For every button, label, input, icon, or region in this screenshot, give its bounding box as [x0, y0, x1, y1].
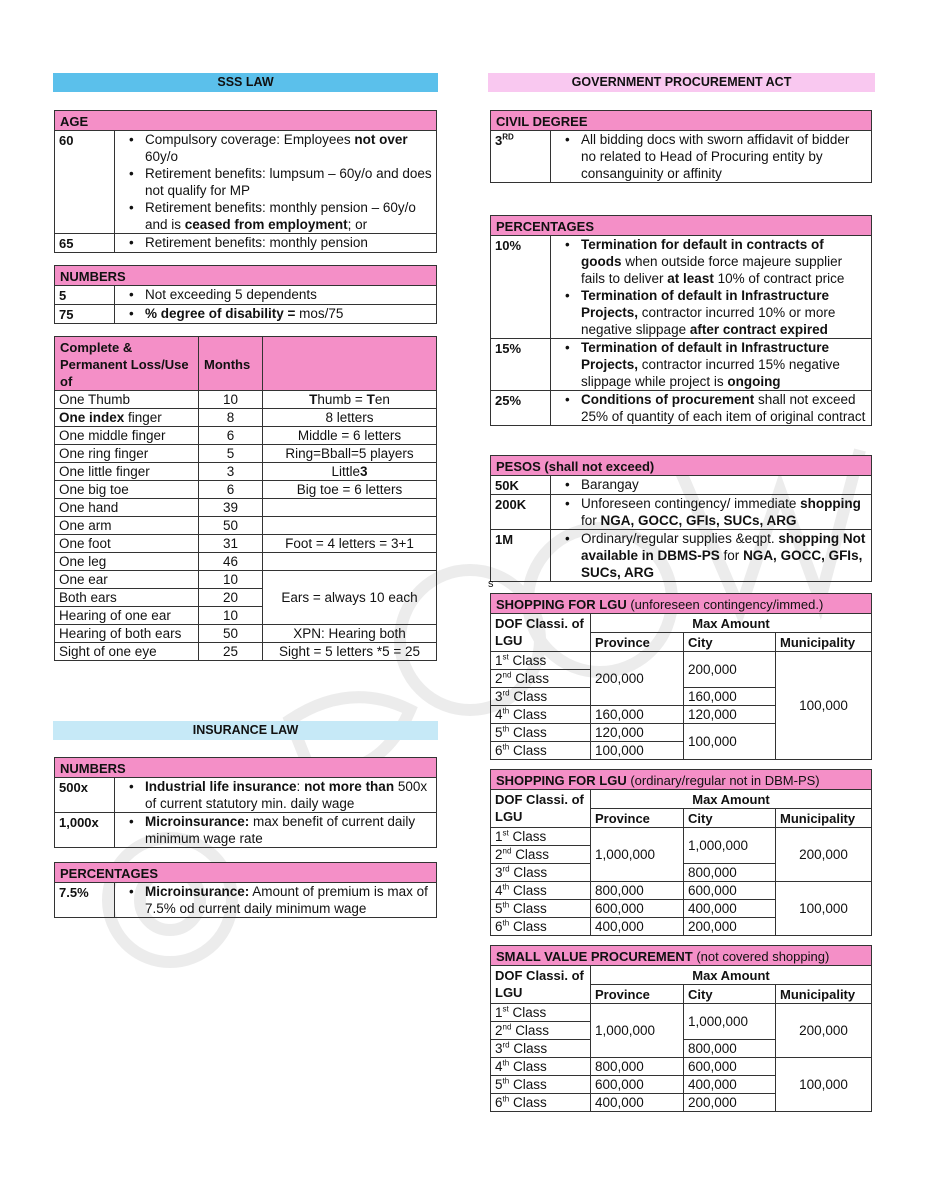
months-value: 25	[199, 643, 263, 661]
class-cell: 5th Class	[491, 1076, 591, 1094]
row-key: 7.5%	[55, 883, 115, 918]
list-item: • Retirement benefits: monthly pension – 60y/o and is ceased from employment; or	[119, 199, 432, 233]
province-value: 100,000	[591, 742, 684, 760]
table-header: CIVIL DEGREE	[491, 111, 872, 131]
list-item: • Industrial life insurance: not more than 500x of current statutory min. daily wage	[119, 778, 432, 812]
months-value: 6	[199, 427, 263, 445]
pesos-table	[490, 455, 872, 582]
row-key: 500x	[55, 778, 115, 813]
body-part: One Thumb	[55, 391, 199, 409]
municipality-header: Municipality	[776, 633, 872, 652]
row-key: 1M	[491, 530, 551, 582]
class-cell: 5th Class	[491, 724, 591, 742]
province-value: 160,000	[591, 706, 684, 724]
months-value: 8	[199, 409, 263, 427]
class-cell: 2nd Class	[491, 670, 591, 688]
province-value: 800,000	[591, 882, 684, 900]
list-item: • Termination for default in contracts of goods when outside force majeure supplier fails to deliver at least 10% of contract price	[555, 236, 867, 287]
table-header: SMALL VALUE PROCUREMENT (not covered shopping)	[491, 946, 872, 966]
class-cell: 2nd Class	[491, 846, 591, 864]
municipality-value: 100,000	[776, 1058, 872, 1112]
city-header: City	[684, 809, 776, 828]
table-row	[55, 625, 437, 643]
max-amount-header: Max Amount	[591, 966, 872, 985]
mnemonic-note	[263, 553, 437, 571]
table-header: PERCENTAGES	[55, 863, 437, 883]
body-part: One little finger	[55, 463, 199, 481]
table-row	[55, 643, 437, 661]
body-part: Sight of one eye	[55, 643, 199, 661]
list-item: • Retirement benefits: monthly pension	[119, 234, 432, 251]
mnemonic-note: 8 letters	[263, 409, 437, 427]
months-value: 5	[199, 445, 263, 463]
body-part: One leg	[55, 553, 199, 571]
months-value: 39	[199, 499, 263, 517]
procurement-percentages-table	[490, 215, 872, 426]
lgu-table	[490, 769, 872, 936]
class-cell: 3rd Class	[491, 1040, 591, 1058]
mnemonic-note	[263, 517, 437, 535]
municipality-value: 100,000	[776, 882, 872, 936]
row-key: 25%	[491, 391, 551, 426]
mnemonic-note: XPN: Hearing both	[263, 625, 437, 643]
province-value: 1,000,000	[591, 1004, 684, 1058]
mnemonic-note: Middle = 6 letters	[263, 427, 437, 445]
class-cell: 4th Class	[491, 706, 591, 724]
months-value: 3	[199, 463, 263, 481]
lgu-table	[490, 593, 872, 760]
table-row	[55, 571, 437, 589]
table-row	[55, 481, 437, 499]
class-cell: 3rd Class	[491, 864, 591, 882]
table-header: PESOS (shall not exceed)	[491, 456, 872, 476]
table-header: NUMBERS	[55, 266, 437, 286]
class-cell: 3rd Class	[491, 688, 591, 706]
list-item: • All bidding docs with sworn affidavit of bidder no related to Head of Procuring entity by consanguinity or affinity	[555, 131, 867, 182]
insurance-numbers-table	[54, 757, 437, 848]
city-value: 200,000	[684, 652, 776, 688]
sss-loss-table	[54, 336, 437, 661]
province-header: Province	[591, 985, 684, 1004]
municipality-header: Municipality	[776, 985, 872, 1004]
city-value: 800,000	[684, 864, 776, 882]
row-key: 5	[55, 286, 115, 305]
list-item: • Termination of default in Infrastructure Projects, contractor incurred 15% negative slippage while project is ongoing	[555, 339, 867, 390]
table-row	[55, 499, 437, 517]
body-part: Both ears	[55, 589, 199, 607]
province-header: Province	[591, 633, 684, 652]
insurance-title: INSURANCE LAW	[53, 721, 438, 740]
city-value: 200,000	[684, 918, 776, 936]
loss-header: Complete & Permanent Loss/Use of	[55, 337, 199, 391]
class-cell: 4th Class	[491, 1058, 591, 1076]
sss-numbers-table	[54, 265, 437, 324]
municipality-value: 200,000	[776, 828, 872, 882]
list-item: • Retirement benefits: lumpsum – 60y/o and does not qualify for MP	[119, 165, 432, 199]
city-header: City	[684, 985, 776, 1004]
months-value: 6	[199, 481, 263, 499]
province-value: 200,000	[591, 652, 684, 706]
city-value: 160,000	[684, 688, 776, 706]
city-value: 800,000	[684, 1040, 776, 1058]
list-item: • Barangay	[555, 476, 867, 493]
city-value: 1,000,000	[684, 828, 776, 864]
province-value: 400,000	[591, 918, 684, 936]
table-header: AGE	[55, 111, 437, 131]
row-key: 65	[55, 234, 115, 253]
max-amount-header: Max Amount	[591, 614, 872, 633]
province-value: 600,000	[591, 900, 684, 918]
max-amount-header: Max Amount	[591, 790, 872, 809]
table-row	[55, 535, 437, 553]
province-value: 600,000	[591, 1076, 684, 1094]
mnemonic-note: Foot = 4 letters = 3+1	[263, 535, 437, 553]
table-header: NUMBERS	[55, 758, 437, 778]
sss-age-table	[54, 110, 437, 253]
list-item: • Unforeseen contingency/ immediate shopping for NGA, GOCC, GFIs, SUCs, ARG	[555, 495, 867, 529]
body-part: One big toe	[55, 481, 199, 499]
class-cell: 4th Class	[491, 882, 591, 900]
city-value: 1,000,000	[684, 1004, 776, 1040]
table-row	[55, 131, 437, 234]
months-value: 20	[199, 589, 263, 607]
class-cell: 1st Class	[491, 828, 591, 846]
months-value: 10	[199, 391, 263, 409]
procurement-title: GOVERNMENT PROCUREMENT ACT	[488, 73, 875, 92]
row-key: 3RD	[491, 131, 551, 183]
list-item: • Microinsurance: max benefit of current daily minimum wage rate	[119, 813, 432, 847]
months-header: Months	[199, 337, 263, 391]
list-item: • Ordinary/regular supplies &eqpt. shopping Not available in DBMS-PS for NGA, GOCC, GFIs, SUCs, ARG	[555, 530, 867, 581]
body-part: One middle finger	[55, 427, 199, 445]
table-row	[491, 339, 872, 391]
mnemonic-note: Ears = always 10 each	[263, 571, 437, 625]
class-cell: 2nd Class	[491, 1022, 591, 1040]
months-value: 46	[199, 553, 263, 571]
civil-degree-table	[490, 110, 872, 183]
province-value: 1,000,000	[591, 828, 684, 882]
class-cell: 5th Class	[491, 900, 591, 918]
table-row	[55, 778, 437, 813]
table-row	[55, 517, 437, 535]
mnemonic-note: Big toe = 6 letters	[263, 481, 437, 499]
province-value: 120,000	[591, 724, 684, 742]
table-header: PERCENTAGES	[491, 216, 872, 236]
class-cell: 1st Class	[491, 1004, 591, 1022]
list-item: • Not exceeding 5 dependents	[119, 286, 432, 303]
months-value: 50	[199, 625, 263, 643]
body-part: One arm	[55, 517, 199, 535]
months-value: 10	[199, 571, 263, 589]
table-row	[55, 883, 437, 918]
table-row	[491, 476, 872, 495]
table-row	[491, 530, 872, 582]
row-key: 200K	[491, 495, 551, 530]
city-value: 120,000	[684, 706, 776, 724]
city-value: 100,000	[684, 724, 776, 760]
body-part: One ring finger	[55, 445, 199, 463]
list-item: • Compulsory coverage: Employees not over 60y/o	[119, 131, 432, 165]
months-value: 31	[199, 535, 263, 553]
table-row	[55, 234, 437, 253]
class-cell: 6th Class	[491, 918, 591, 936]
insurance-percentages-table	[54, 862, 437, 918]
table-row	[491, 391, 872, 426]
row-key: 60	[55, 131, 115, 234]
mnemonic-note: Ring=Bball=5 players	[263, 445, 437, 463]
province-header: Province	[591, 809, 684, 828]
city-value: 400,000	[684, 1076, 776, 1094]
table-row	[55, 813, 437, 848]
class-cell: 1st Class	[491, 652, 591, 670]
table-row	[55, 305, 437, 324]
table-row	[55, 445, 437, 463]
body-part: One index finger	[55, 409, 199, 427]
city-value: 400,000	[684, 900, 776, 918]
municipality-value: 100,000	[776, 652, 872, 760]
class-cell: 6th Class	[491, 742, 591, 760]
list-item: • Conditions of procurement shall not exceed 25% of quantity of each item of original contract	[555, 391, 867, 425]
row-key: 50K	[491, 476, 551, 495]
class-column-header: DOF Classi. of LGU	[491, 790, 591, 828]
row-key: 75	[55, 305, 115, 324]
table-row	[491, 495, 872, 530]
row-key: 10%	[491, 236, 551, 339]
body-part: One hand	[55, 499, 199, 517]
table-row	[55, 286, 437, 305]
row-key: 15%	[491, 339, 551, 391]
city-value: 600,000	[684, 1058, 776, 1076]
city-value: 200,000	[684, 1094, 776, 1112]
row-key: 1,000x	[55, 813, 115, 848]
city-value: 600,000	[684, 882, 776, 900]
table-row	[491, 236, 872, 339]
table-row	[491, 131, 872, 183]
stray-mark: s	[488, 578, 494, 590]
sss-title: SSS LAW	[53, 73, 438, 92]
months-value: 10	[199, 607, 263, 625]
list-item: • % degree of disability = mos/75	[119, 305, 432, 322]
table-row	[55, 427, 437, 445]
province-value: 800,000	[591, 1058, 684, 1076]
list-item: • Microinsurance: Amount of premium is max of 7.5% od current daily minimum wage	[119, 883, 432, 917]
body-part: Hearing of both ears	[55, 625, 199, 643]
body-part: One ear	[55, 571, 199, 589]
mnemonic-note	[263, 499, 437, 517]
mnemonic-note: Little3	[263, 463, 437, 481]
class-cell: 6th Class	[491, 1094, 591, 1112]
city-header: City	[684, 633, 776, 652]
mnemonic-note: Thumb = Ten	[263, 391, 437, 409]
municipality-value: 200,000	[776, 1004, 872, 1058]
table-row	[55, 391, 437, 409]
class-column-header: DOF Classi. of LGU	[491, 966, 591, 1004]
province-value: 400,000	[591, 1094, 684, 1112]
mnemonic-note: Sight = 5 letters *5 = 25	[263, 643, 437, 661]
months-value: 50	[199, 517, 263, 535]
list-item: • Termination of default in Infrastructure Projects, contractor incurred 10% or more negative slippage after contract expired	[555, 287, 867, 338]
table-header: SHOPPING FOR LGU (unforeseen contingency/immed.)	[491, 594, 872, 614]
lgu-table	[490, 945, 872, 1112]
municipality-header: Municipality	[776, 809, 872, 828]
table-row	[55, 553, 437, 571]
table-row	[55, 463, 437, 481]
body-part: One foot	[55, 535, 199, 553]
class-column-header: DOF Classi. of LGU	[491, 614, 591, 652]
table-header: SHOPPING FOR LGU (ordinary/regular not in DBM-PS)	[491, 770, 872, 790]
body-part: Hearing of one ear	[55, 607, 199, 625]
table-row	[55, 409, 437, 427]
